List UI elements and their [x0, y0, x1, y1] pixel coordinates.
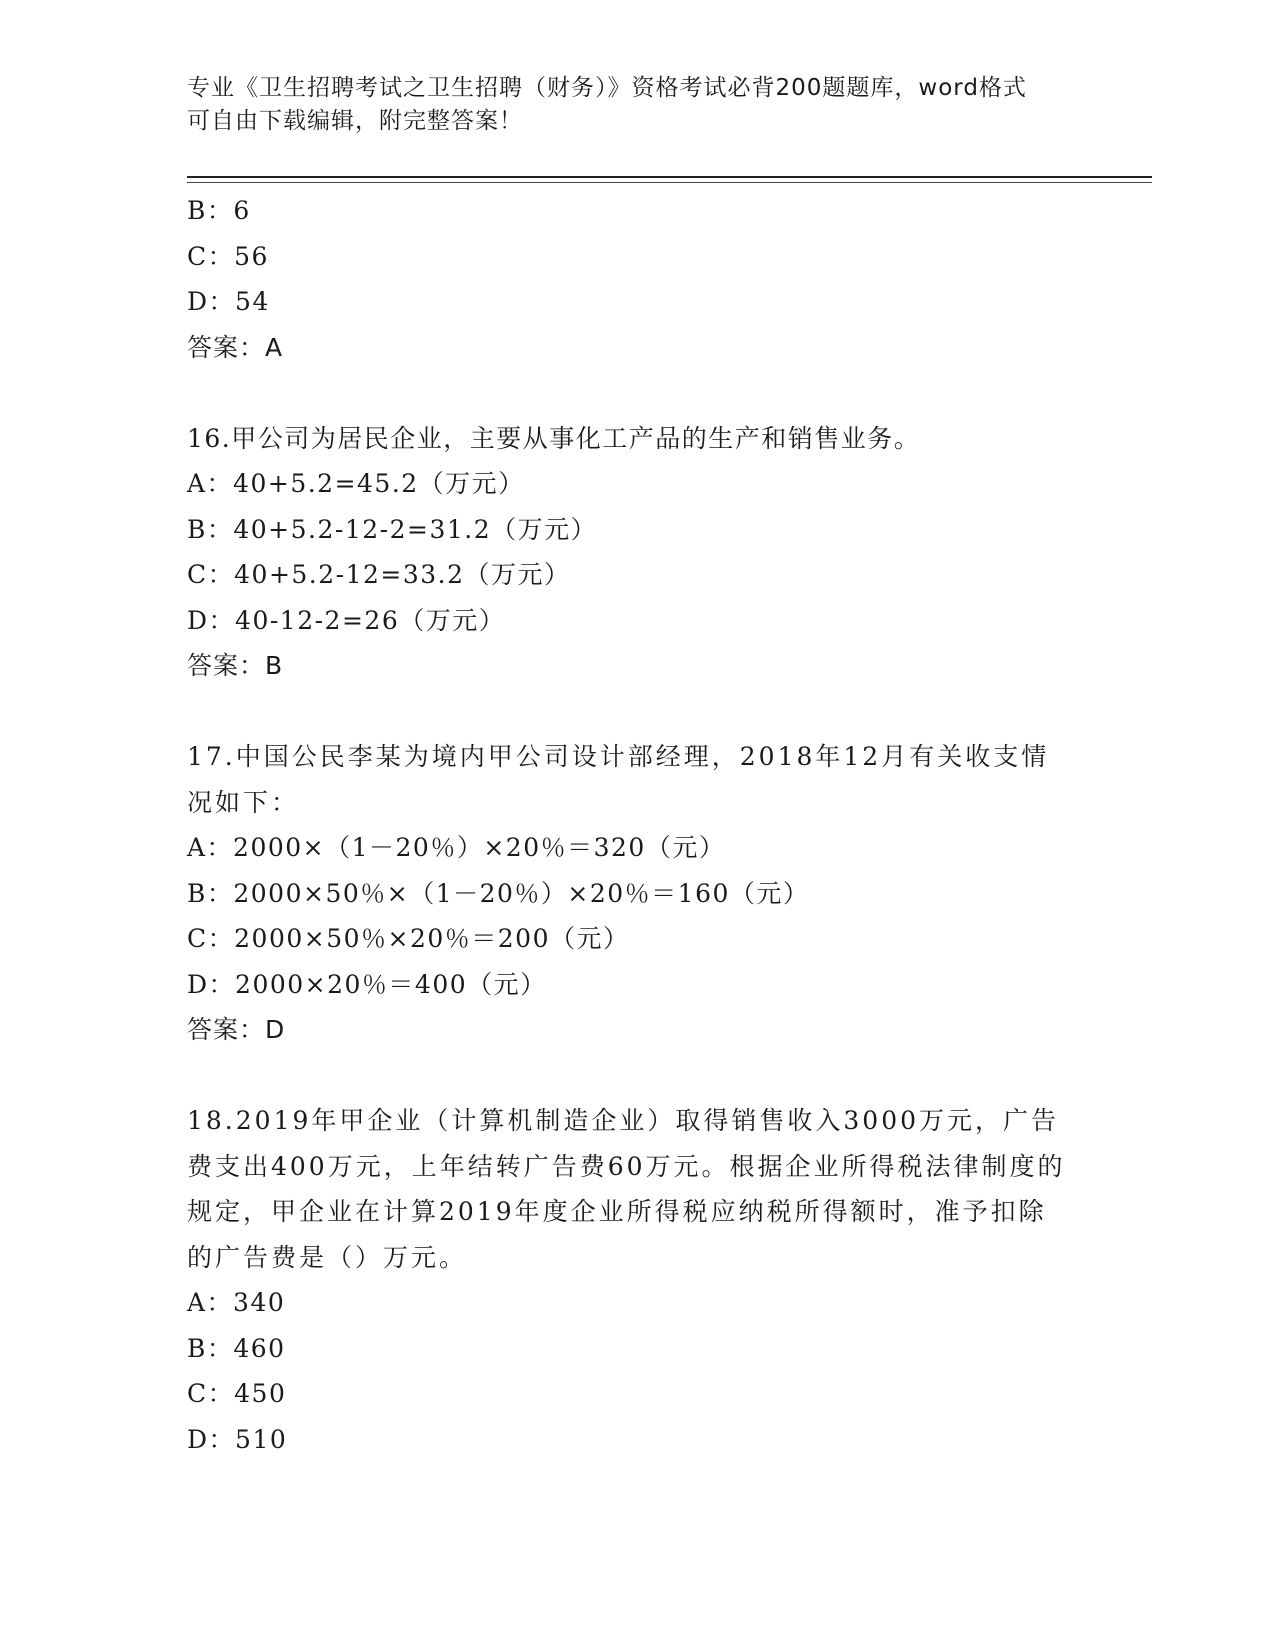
option-a: A：340: [187, 1288, 286, 1317]
option-c: C：56: [187, 241, 269, 271]
question-16: [187, 416, 1067, 689]
option-d: D：510: [187, 1424, 288, 1454]
question-stem: 17.中国公民李某为境内甲公司设计部经理，2018年12月有关收支情况如下：: [187, 742, 1050, 817]
option-d: D：40-12-2=26（万元）: [187, 605, 506, 635]
option-a: A：40+5.2=45.2（万元）: [187, 469, 525, 498]
question-17: [187, 734, 1067, 1053]
option-c: C：2000×50％×20％＝200（元）: [187, 924, 630, 953]
option-c: C：450: [187, 1379, 287, 1408]
spacer: [187, 689, 1067, 735]
question-15-tail: [187, 188, 1067, 370]
spacer: [187, 370, 1067, 416]
option-d: D：54: [187, 287, 270, 316]
header-divider-thin: [187, 182, 1152, 183]
option-b: B：460: [187, 1333, 286, 1363]
answer-line: 答案：D: [187, 1015, 286, 1044]
option-c: C：40+5.2-12=33.2（万元）: [187, 560, 571, 589]
question-stem: 18.2019年甲企业（计算机制造企业）取得销售收入3000万元，广告费支出400万元，上年结转广告费60万元。根据企业所得税法律制度的规定，甲企业在计算2019年度企业所得税应纳税所得额时，准予扣除的广告费是（）万元。: [187, 1106, 1066, 1272]
option-d: D：2000×20％＝400（元）: [187, 969, 547, 999]
answer-line: 答案：B: [187, 651, 284, 680]
header-line-2: 可自由下载编辑，附完整答案！: [187, 108, 523, 134]
option-b: B：6: [187, 196, 251, 225]
header-divider-thick: [187, 176, 1152, 178]
answer-line: 答案：A: [187, 332, 284, 362]
question-18: [187, 1098, 1067, 1462]
document-header: [187, 72, 1067, 138]
option-b: B：2000×50％×（1－20％）×20％＝160（元）: [187, 878, 810, 908]
header-line-1: 专业《卫生招聘考试之卫生招聘（财务）》资格考试必背200题题库，word格式: [187, 75, 1027, 101]
option-b: B：40+5.2-12-2=31.2（万元）: [187, 514, 598, 544]
option-a: A：2000×（1－20％）×20％＝320（元）: [187, 833, 726, 862]
question-content: [187, 188, 1067, 1462]
spacer: [187, 1053, 1067, 1099]
question-stem: 16.甲公司为居民企业，主要从事化工产品的生产和销售业务。: [187, 423, 921, 453]
